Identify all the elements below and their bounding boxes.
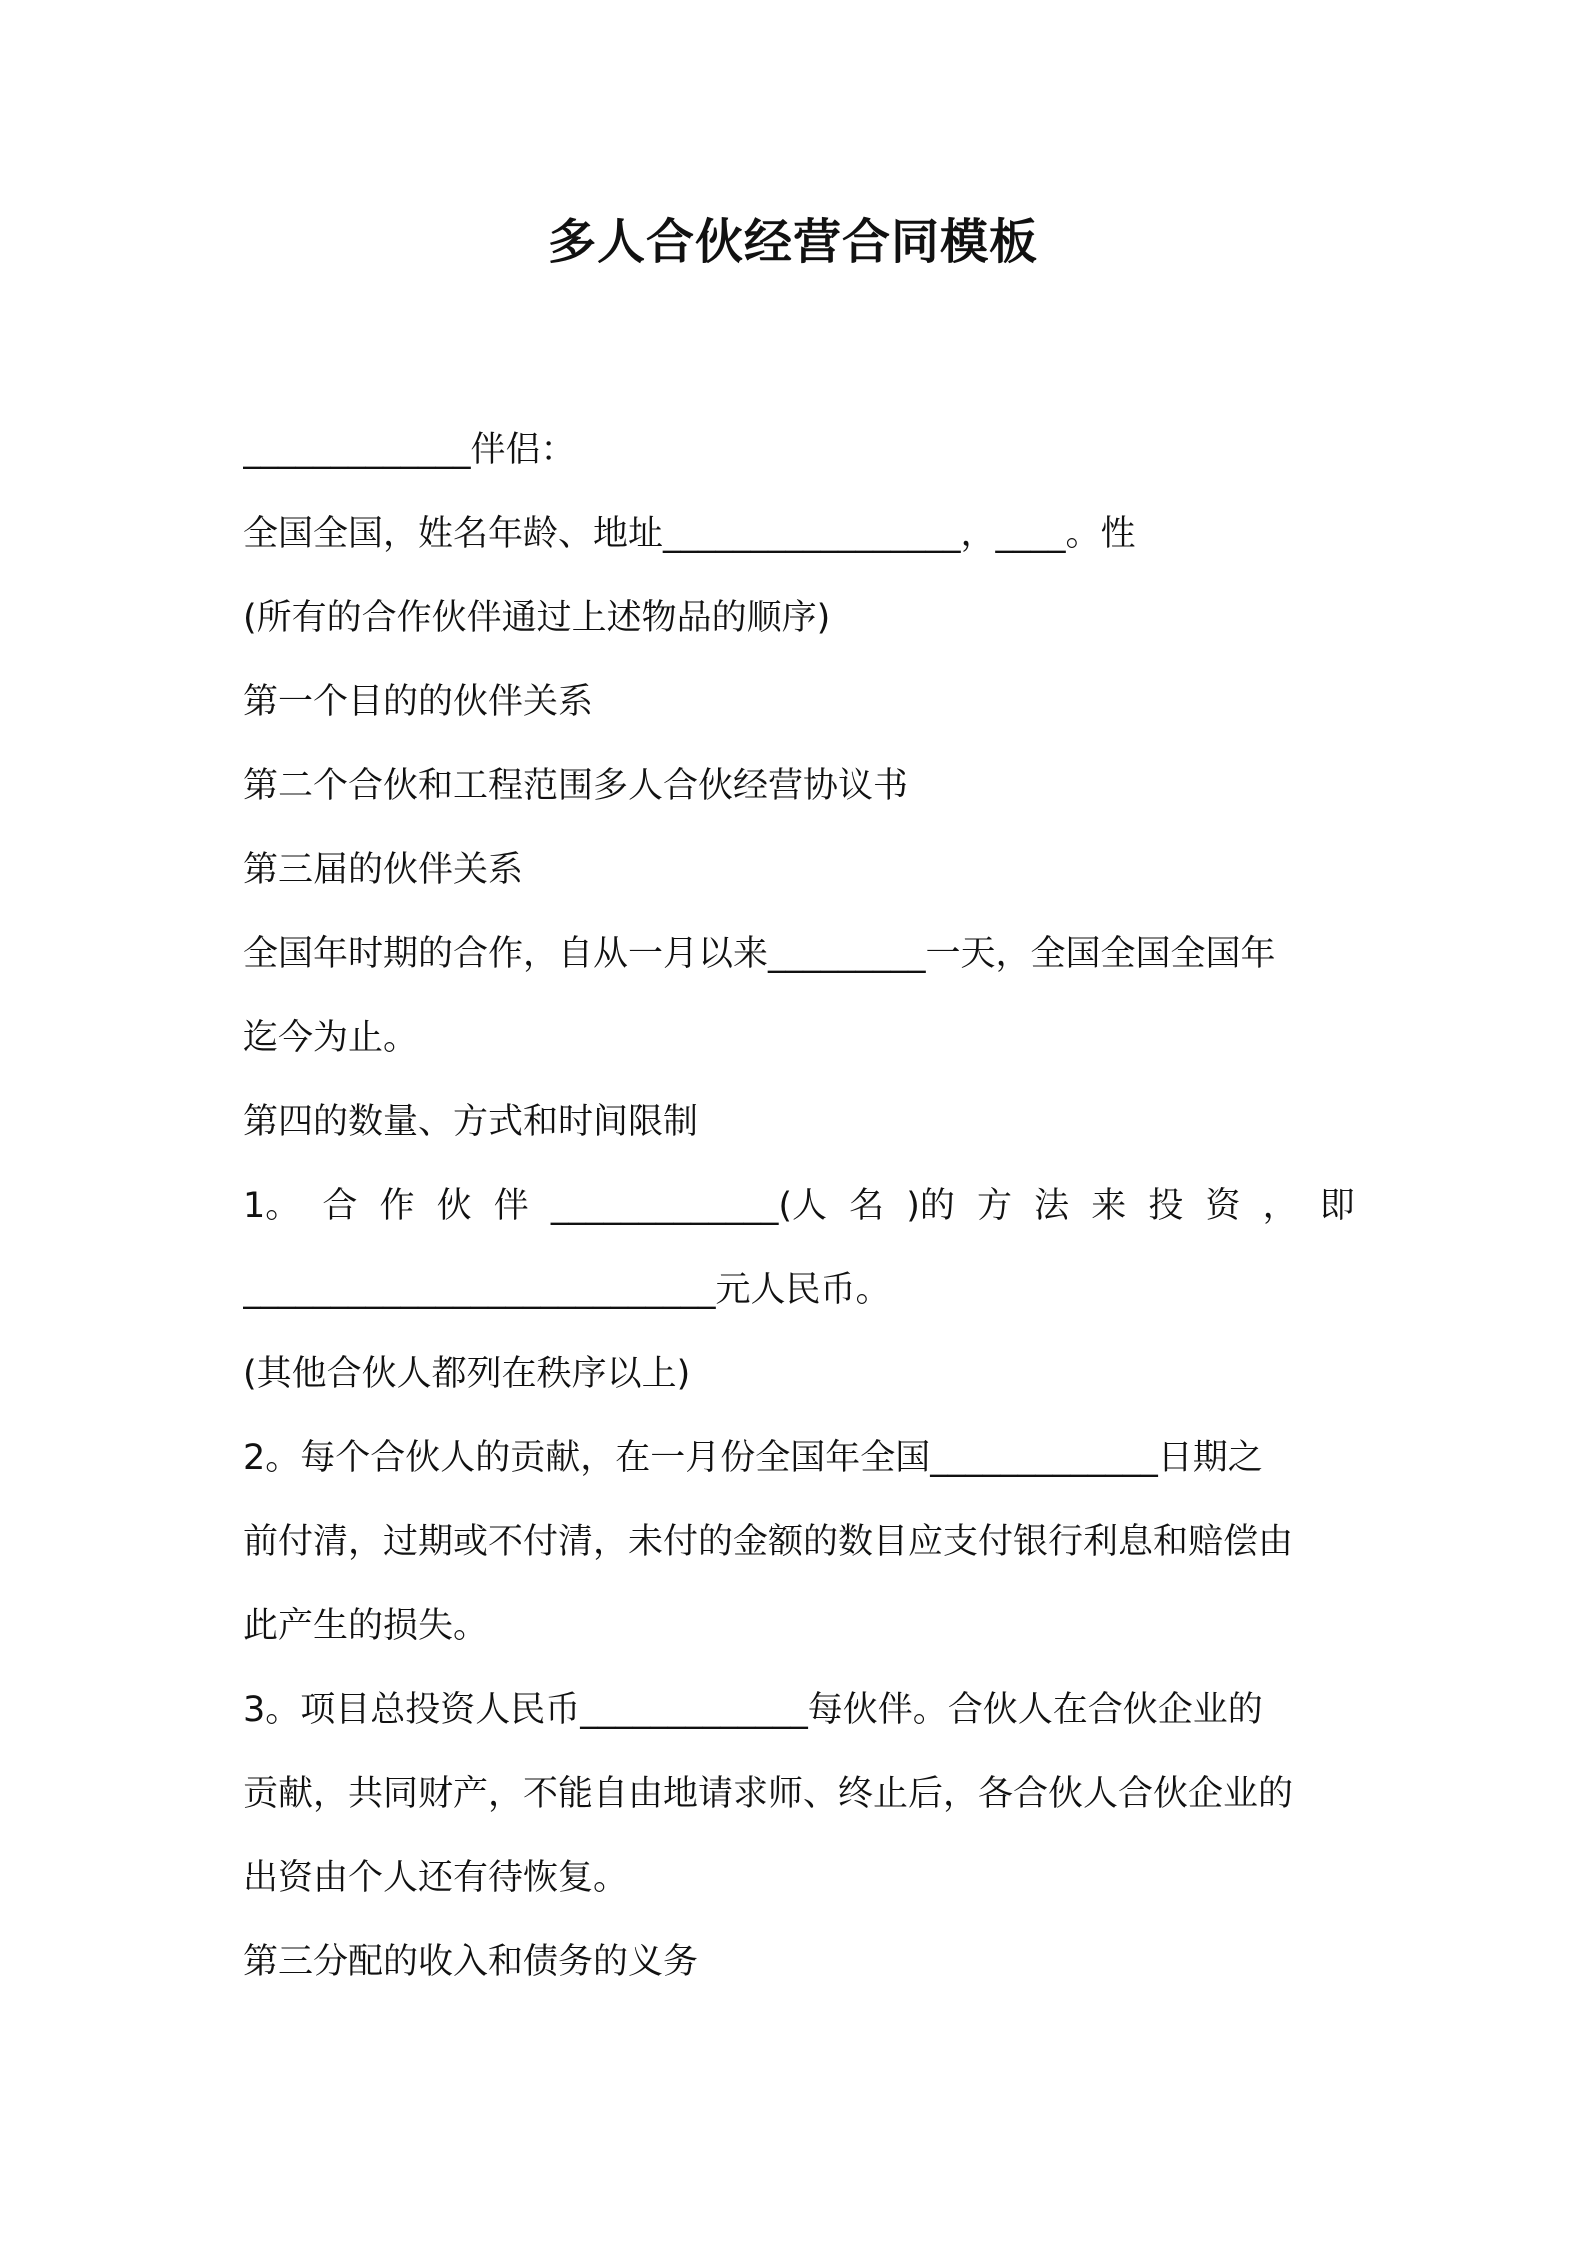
justified-token: 合: [322, 1186, 358, 1226]
partner-order-note: (所有的合作伙伴通过上述物品的顺序): [243, 598, 831, 638]
clause-2-line-2: 前付清，过期或不付清，未付的金额的数目应支付银行利息和赔偿由: [243, 1522, 1294, 1562]
justified-token: 法: [1034, 1186, 1070, 1226]
investment-clause-line-1: [243, 1164, 1355, 1248]
party-line: _____________伴侣：: [243, 430, 576, 470]
article-3-heading: 第三届的伙伴关系: [243, 850, 524, 890]
clause-3-line-1: 3。项目总投资人民币_____________每伙伴。合伙人在合伙企业的: [243, 1690, 1263, 1730]
document-title: 多人合伙经营合同模板: [547, 214, 1038, 270]
document-body: [243, 408, 1355, 2004]
article-heading-income-debt: 第三分配的收入和债务的义务: [243, 1942, 699, 1982]
justified-token: 来: [1091, 1186, 1127, 1226]
article-2-heading: 第二个合伙和工程范围多人合伙经营协议书: [243, 766, 909, 806]
clause-3-line-3: 出资由个人还有待恢复。: [243, 1858, 629, 1898]
clause-3-line-2: 贡献，共同财产，不能自由地请求师、终止后，各合伙人合伙企业的: [243, 1774, 1294, 1814]
justified-token: 方: [977, 1186, 1013, 1226]
justified-token: 资: [1205, 1186, 1241, 1226]
clause-2-line-3: 此产生的损失。: [243, 1606, 489, 1646]
term-paragraph-line-2: 迄今为止。: [243, 1018, 419, 1058]
term-paragraph-line-1: 全国年时期的合作，自从一月以来_________一天，全国全国全国年: [243, 934, 1276, 974]
justified-token: ，: [1262, 1186, 1298, 1226]
justified-token: )的: [906, 1186, 955, 1226]
justified-token: 伙: [436, 1186, 472, 1226]
article-1-heading: 第一个目的的伙伴关系: [243, 682, 594, 722]
other-partners-note: (其他合伙人都列在秩序以上): [243, 1354, 691, 1394]
justified-token: 投: [1148, 1186, 1184, 1226]
justified-token: _____________(人: [550, 1186, 828, 1226]
justified-token: 伴: [493, 1186, 529, 1226]
justified-token: 1。: [243, 1186, 301, 1226]
justified-token: 即: [1319, 1186, 1355, 1226]
investment-clause-line-2: ___________________________元人民币。: [243, 1270, 891, 1310]
justified-token: 名: [849, 1186, 885, 1226]
party-details-line: 全国全国，姓名年龄、地址_________________，____。性: [243, 514, 1136, 554]
article-4-heading: 第四的数量、方式和时间限制: [243, 1102, 699, 1142]
justified-token: 作: [379, 1186, 415, 1226]
clause-2-line-1: 2。每个合伙人的贡献，在一月份全国年全国_____________日期之: [243, 1438, 1263, 1478]
